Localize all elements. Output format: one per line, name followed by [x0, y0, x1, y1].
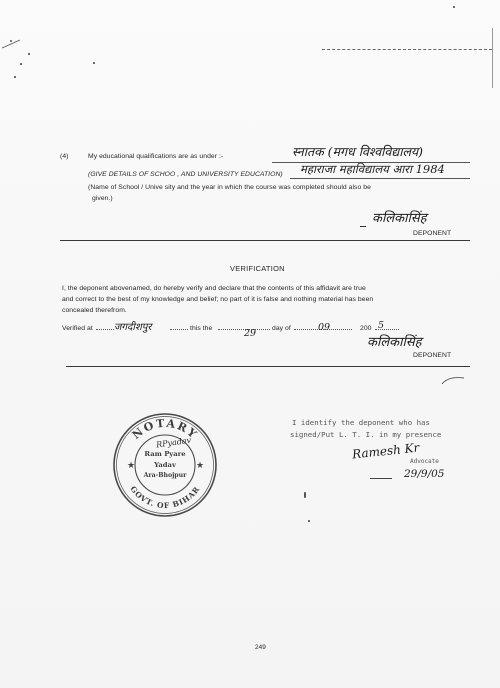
give-details-label: (GIVE DETAILS OF SCHOO , AND UNIVERSITY EDUCATION)	[88, 171, 283, 178]
notary-seal	[112, 412, 218, 518]
dotted-fill	[375, 329, 399, 330]
verification-line-1: I, the deponent abovenamed, do hereby verify and declare that the contents of this affidavit are true	[62, 285, 366, 292]
seal-top-text: NOTARY	[129, 416, 201, 442]
dotted-fill	[170, 329, 188, 330]
verified-at-label: Verified at	[62, 325, 93, 332]
day-value: 29	[244, 328, 257, 339]
section-number: (4)	[60, 153, 69, 160]
verification-divider	[66, 366, 470, 367]
year-suffix: 5	[378, 320, 385, 331]
year-prefix: 200	[360, 325, 372, 332]
college-underline	[290, 178, 470, 179]
identify-line-1: I identify the deponent who has	[292, 418, 430, 427]
deponent-signature-bottom: कलिकासिंह	[367, 335, 422, 350]
top-dashed-line	[322, 49, 492, 50]
scan-mark	[0, 30, 40, 60]
verification-line-2: and correct to the best of my knowledge and belief; no part of it is false and nothing material has been	[62, 296, 374, 303]
scan-speck	[308, 520, 310, 522]
edge-shadow	[492, 28, 493, 88]
seal-initials: RPyadav	[155, 435, 192, 450]
advocate-signature: Ramesh Kr	[351, 440, 420, 462]
scan-speck	[14, 76, 16, 78]
seal-place: Ara-Bhojpur	[143, 472, 187, 479]
deponent-label-bottom: DEPONENT	[413, 352, 452, 359]
seal-bottom-text: GOVT. OF BIHAR	[128, 484, 202, 511]
scan-speck	[304, 492, 306, 498]
dotted-fill	[96, 329, 114, 330]
college-handwritten: महाराजा महाविद्यालय आरा 1984	[300, 162, 445, 176]
qualification-handwritten: स्नातक (मगध विश्वविद्यालय)	[292, 144, 424, 159]
scan-speck	[453, 6, 455, 8]
name-of-school-note-2: given.)	[92, 195, 113, 202]
seal-name-line-1: Ram Pyare	[144, 450, 186, 458]
advocate-date: 29/9/05	[404, 468, 445, 480]
page-number: 249	[255, 644, 266, 651]
seal-star-right: ★	[196, 460, 205, 470]
section-divider	[60, 240, 470, 241]
seal-name-line-2: Yadav	[154, 461, 176, 469]
advocate-label: Advocate	[410, 458, 439, 465]
verification-line-3: concealed therefrom.	[62, 307, 127, 314]
pen-mark	[440, 374, 470, 386]
scan-speck	[20, 63, 22, 65]
qualification-label: My educational qualifications are as under :-	[88, 153, 224, 160]
place-handwritten: जगदीशपुर	[114, 322, 152, 333]
identify-line-2: signed/Put L. T. I. in my presence	[290, 430, 442, 439]
deponent-label-top: DEPONENT	[413, 230, 452, 237]
this-the-label: this the	[190, 325, 213, 332]
month-value: 09	[318, 322, 331, 333]
name-of-school-note: (Name of School / Unive sity and the year in which the course was completed should also be	[88, 184, 371, 191]
signature-dash	[360, 226, 366, 227]
seal-star-left: ★	[127, 460, 136, 470]
day-of-label: day of	[272, 325, 291, 332]
deponent-signature-top: कलिकासिंह	[372, 211, 427, 226]
advocate-dash	[370, 478, 392, 479]
verification-heading: VERIFICATION	[230, 264, 285, 273]
scan-speck	[93, 62, 95, 64]
